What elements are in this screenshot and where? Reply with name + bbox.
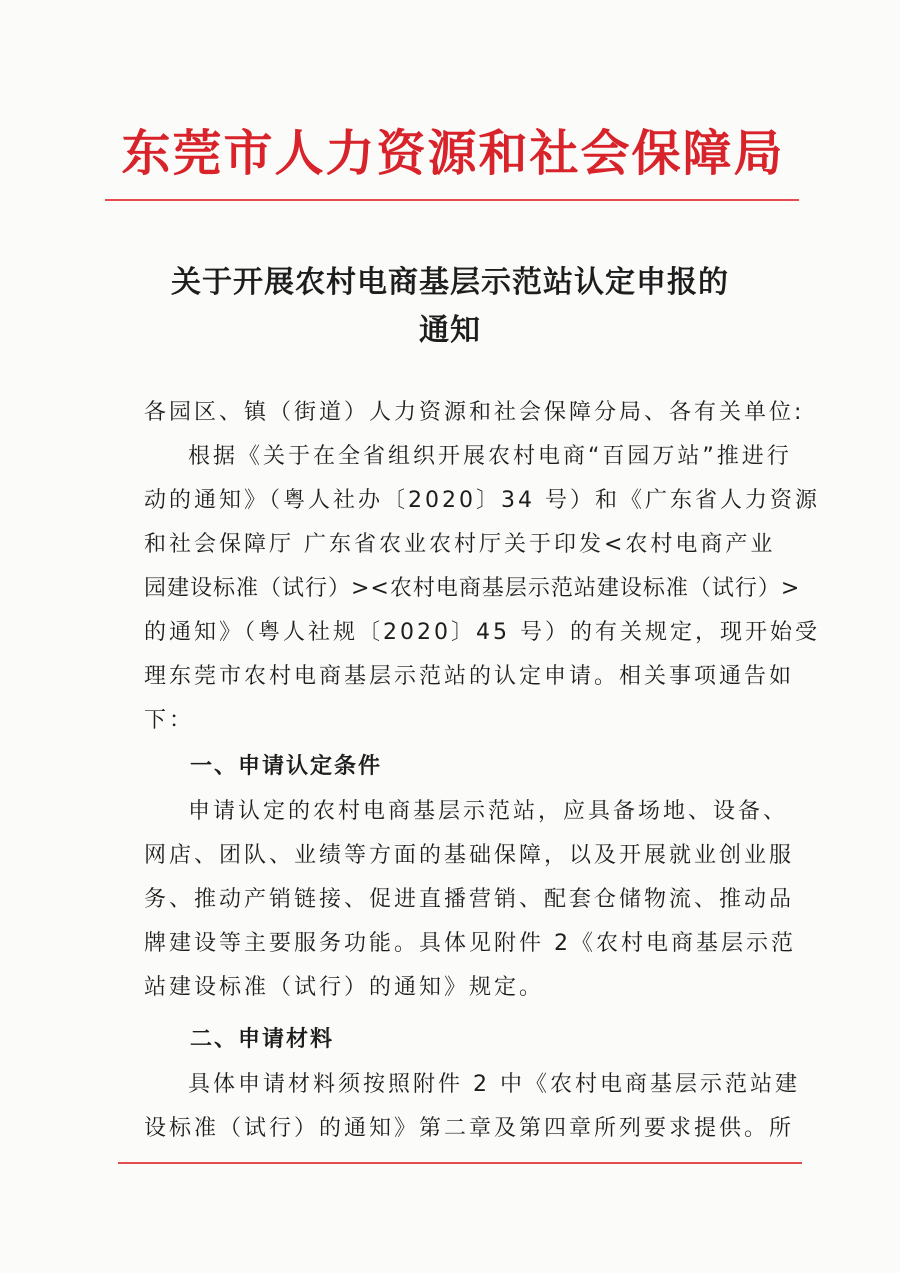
document-title-line-2: 通知 xyxy=(419,313,481,348)
section-1-line-2: 网店、团队、业绩等方面的基础保障，以及开展就业创业服 xyxy=(144,843,795,868)
intro-line-7: 下： xyxy=(144,708,195,733)
document-title-line-1: 关于开展农村电商基层示范站认定申报的 xyxy=(171,265,729,300)
intro-line-1: 根据《关于在全省组织开展农村电商“百园万站”推进行 xyxy=(188,444,792,469)
intro-line-3: 和社会保障厅 广东省农业农村厅关于印发<农村电商产业 xyxy=(144,532,776,557)
section-1-heading: 一、申请认定条件 xyxy=(190,754,383,779)
intro-line-5: 的通知》（粤人社规〔2020〕45 号）的有关规定，现开始受 xyxy=(144,620,820,645)
salutation: 各园区、镇（街道）人力资源和社会保障分局、各有关单位: xyxy=(144,400,805,425)
letterhead-red-rule xyxy=(105,199,799,201)
footer-red-rule xyxy=(118,1162,802,1164)
organization-letterhead: 东莞市人力资源和社会保障局 xyxy=(121,124,785,182)
intro-line-4: 园建设标准（试行）><农村电商基层示范站建设标准（试行）> xyxy=(144,576,801,601)
section-1-line-4: 牌建设等主要服务功能。具体见附件 2《农村电商基层示范 xyxy=(144,931,796,956)
section-1-line-3: 务、推动产销链接、促进直播营销、配套仓储物流、推动品 xyxy=(144,887,795,912)
section-1-line-5: 站建设标准（试行）的通知》规定。 xyxy=(144,975,545,1000)
section-2-line-2: 设标准（试行）的通知》第二章及第四章所列要求提供。所 xyxy=(144,1116,795,1141)
section-2-heading: 二、申请材料 xyxy=(190,1027,335,1052)
intro-line-6: 理东莞市农村电商基层示范站的认定申请。相关事项通告如 xyxy=(144,664,795,689)
section-2-line-1: 具体申请材料须按照附件 2 中《农村电商基层示范站建 xyxy=(188,1072,800,1097)
section-1-line-1: 申请认定的农村电商基层示范站，应具备场地、设备、 xyxy=(188,799,789,824)
intro-line-2: 动的通知》（粤人社办〔2020〕34 号）和《广东省人力资源 xyxy=(144,488,820,513)
